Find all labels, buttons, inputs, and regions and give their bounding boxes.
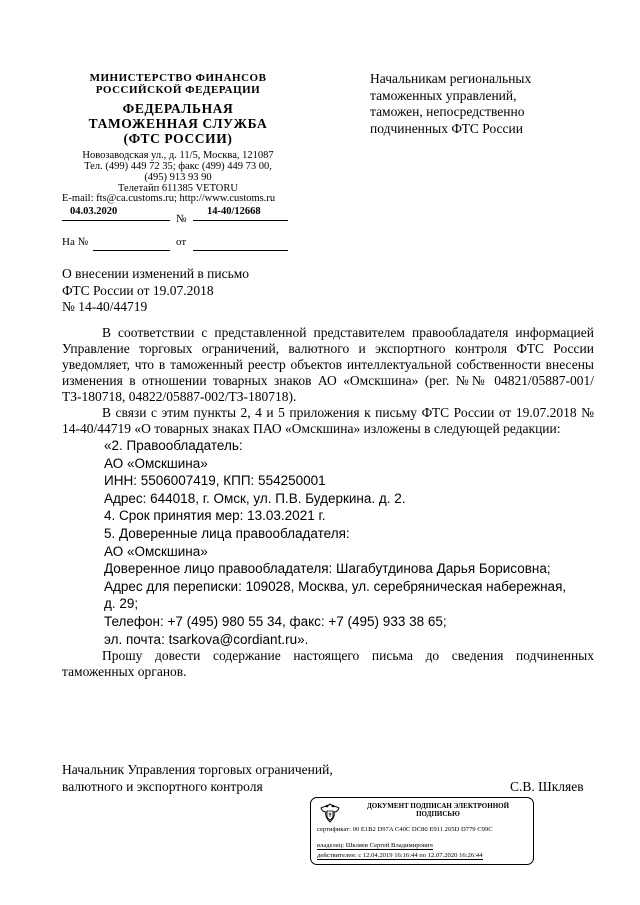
list-item: 5. Доверенные лица правообладателя: xyxy=(104,525,350,541)
list-item: «2. Правообладатель: xyxy=(104,438,243,453)
list-item: ИНН: 5506007419, КПП: 554250001 xyxy=(104,473,326,489)
list-item: Адрес для переписки: 109028, Москва, ул. серебряническая набережная, xyxy=(104,578,567,594)
electronic-signature-stamp xyxy=(310,797,534,865)
reply-to-date-label: от xyxy=(176,236,187,248)
stamp-certificate: сертификат: 00 E1B2 D97A C40C DC80 E911 265D D779 C99C xyxy=(317,826,493,833)
list-item: АО «Омскшина» xyxy=(104,455,208,471)
list-item: 4. Срок принятия мер: 13.03.2021 г. xyxy=(104,508,326,524)
list-item: Адрес: 644018, г. Омск, ул. П.В. Будеркина. д. 2. xyxy=(104,490,406,506)
list-item: АО «Омскшина» xyxy=(104,543,208,559)
stamp-validity: действителен: с 12.04.2019 16:16:44 по 12.07.2020 16:26:44 xyxy=(317,852,483,859)
letterhead-email: E-mail: fts@ca.customs.ru; http://www.customs.ru xyxy=(62,193,276,204)
reply-to-number-field xyxy=(93,236,170,251)
signatory-name: С.В. Шкляев xyxy=(510,779,584,794)
list-item: Телефон: +7 (495) 980 55 34, факс: +7 (495) 933 38 65; xyxy=(104,613,447,629)
ministry-name: МИНИСТЕРСТВО ФИНАНСОВ РОССИЙСКОЙ ФЕДЕРАЦИИ xyxy=(89,72,267,96)
list-item: Доверенное лицо правообладателя: Шагабутдинова Дарья Борисовна; xyxy=(104,561,551,577)
letter-subject: О внесении изменений в письмо ФТС России от 19.07.2018 № 14-40/44719 xyxy=(62,266,250,314)
letterhead-address: Новозаводская ул., д. 11/5, Москва, 121087 Тел. (499) 449 72 35; факс (499) 449 73 00, (495) 913 93 90 Телетайп 611385 VETORU xyxy=(82,150,274,194)
signatory-position: Начальник Управления торговых ограничений, валютного и экспортного контроля xyxy=(62,762,333,794)
reply-to-number-label: На № xyxy=(62,236,89,248)
body-paragraph-1: В соответствии с представленной представителем правообладателя информацией Управление торговых ограничений, валютного и экспортного контроля ФТС России уведомляет, что в таможенный реестр объектов интеллектуальной собственности внесены изменения в отношении товарных знаков АО «Омскшина» (рег. №№ 04821/05887-001/ТЗ-180718, 04822/05887-002/ТЗ-180718). xyxy=(62,325,594,404)
stamp-title: ДОКУМЕНТ ПОДПИСАН ЭЛЕКТРОННОЙ ПОДПИСЬЮ xyxy=(366,802,510,818)
letter-body xyxy=(62,325,594,680)
service-name: ФЕДЕРАЛЬНАЯ ТАМОЖЕННАЯ СЛУЖБА (ФТС РОССИИ) xyxy=(88,101,268,146)
list-item: д. 29; xyxy=(104,596,139,612)
body-paragraph-3: Прошу довести содержание настоящего письма до сведения подчиненных таможенных органов. xyxy=(62,648,594,680)
coat-of-arms-icon xyxy=(317,802,343,824)
registration-number-field: 14-40/12668 xyxy=(193,206,288,221)
registration-date-field: 04.03.2020 xyxy=(62,206,170,221)
body-paragraph-2: В связи с этим пункты 2, 4 и 5 приложения к письму ФТС России от 19.07.2018 № 14-40/44719 «О товарных знаках ПАО «Омскшина» изложены в следующей редакции: xyxy=(62,405,594,436)
registration-number-label: № xyxy=(176,213,187,225)
reply-to-date-field xyxy=(193,236,288,251)
amended-items-list xyxy=(104,437,594,648)
addressee-block: Начальникам региональных таможенных управлений, таможен, непосредственно подчиненных ФТС России xyxy=(370,71,532,136)
stamp-owner: владелец: Шкляев Сергей Владимирович xyxy=(317,842,433,849)
list-item: эл. почта: tsarkova@cordiant.ru». xyxy=(104,631,309,647)
